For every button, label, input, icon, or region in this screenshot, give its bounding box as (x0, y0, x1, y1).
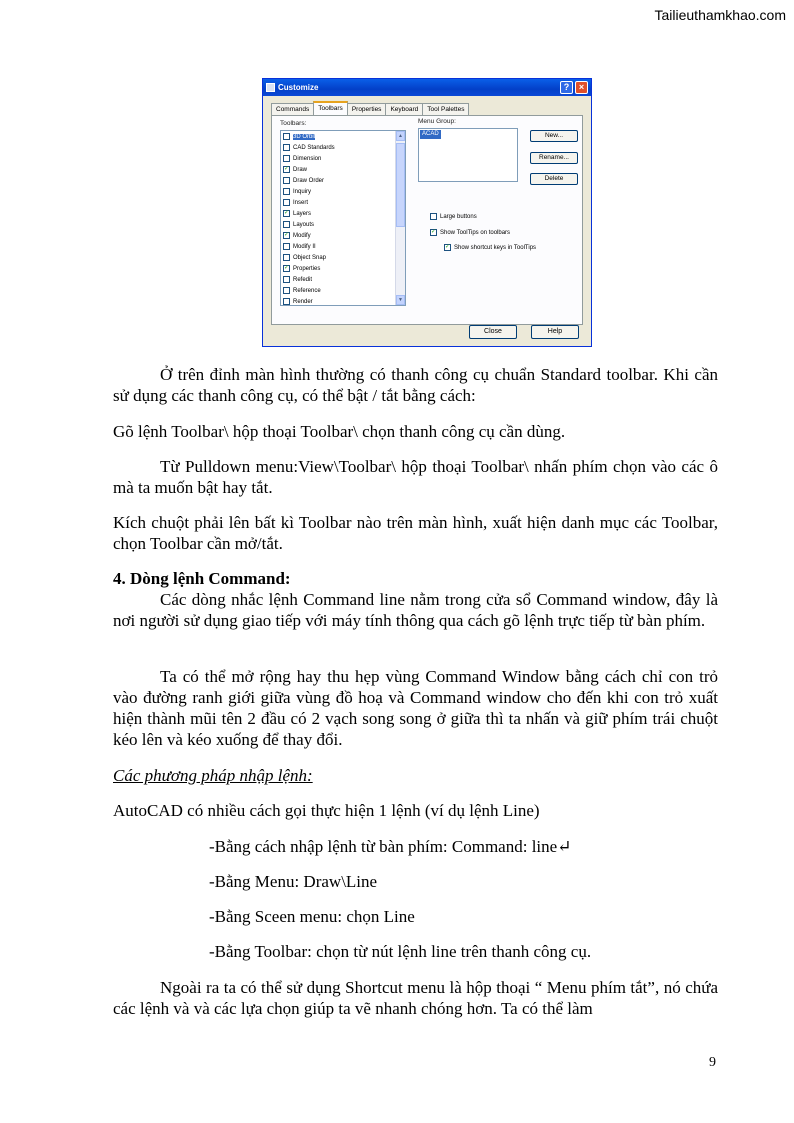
section-heading: 4. Dòng lệnh Command: (113, 569, 291, 588)
list-item[interactable] (281, 230, 405, 241)
rename-button[interactable]: Rename... (530, 152, 578, 164)
checkbox-icon[interactable] (283, 188, 290, 195)
checkbox-icon[interactable] (283, 287, 290, 294)
toolbar-name: Properties (293, 265, 321, 272)
site-watermark: Tailieuthamkhao.com (654, 7, 786, 23)
list-item[interactable] (281, 263, 405, 274)
paragraph-pulldown-menu: Từ Pulldown menu:View\Toolbar\ hộp thoại Toolbar\ nhấn phím chọn vào các ô mà ta muốn bật hay tắt. (113, 457, 718, 497)
large-buttons-label: Large buttons (440, 213, 477, 220)
checkbox-icon[interactable] (283, 298, 290, 305)
show-tooltips-option[interactable] (430, 229, 510, 236)
app-icon (266, 83, 275, 92)
checkbox-checked-icon[interactable]: ✓ (431, 229, 437, 235)
paragraph-command-line: Các dòng nhắc lệnh Command line nằm trong cửa sổ Command window, đây là nơi người sử dụng giao tiếp với máy tính thông qua cách gõ lệnh trực tiếp từ bàn phím. (113, 590, 718, 630)
toolbar-name: Modify (293, 232, 311, 239)
list-item[interactable] (281, 296, 405, 306)
list-item[interactable] (281, 208, 405, 219)
toolbars-label: Toolbars: (280, 120, 307, 127)
show-shortcut-option[interactable] (444, 244, 536, 251)
toolbar-name: Layouts (293, 221, 315, 228)
paragraph-standard-toolbar: Ở trên đỉnh màn hình thường có thanh công cụ chuẩn Standard toolbar. Khi cần sử dụng các thanh công cụ, có thể bật / tắt bằng cách: (113, 365, 718, 405)
paragraph-command-window: Ta có thể mở rộng hay thu hẹp vùng Command Window bằng cách chỉ con trỏ vào đường ranh giới giữa vùng đồ hoạ và Command window cho đến khi con trỏ xuất hiện thành mũi tên 2 đầu có 2 vạch song song ở giữa thì ta nhấn và giữ phím trái chuột kéo lên và kéo xuống để thay đổi. (113, 667, 718, 749)
toolbars-panel (271, 115, 583, 325)
checkbox-icon[interactable] (283, 133, 290, 140)
list-item[interactable] (281, 219, 405, 230)
toolbars-scrollbar[interactable] (395, 131, 405, 305)
toolbar-name: Insert (293, 199, 309, 206)
toolbar-name: Reference (293, 287, 321, 294)
list-item: -Bằng Toolbar: chọn từ nút lệnh line trên thanh công cụ. (209, 942, 592, 961)
list-item[interactable] (281, 274, 405, 285)
large-buttons-option[interactable] (430, 213, 477, 220)
close-button[interactable]: Close (469, 325, 517, 339)
dialog-title: Customize (278, 83, 319, 92)
paragraph-autocad-methods: AutoCAD có nhiều cách gọi thực hiện 1 lệnh (ví dụ lệnh Line) (113, 801, 540, 820)
toolbar-name: Refedit (293, 276, 313, 283)
list-item[interactable] (281, 252, 405, 263)
menu-group-label: Menu Group: (418, 118, 456, 125)
toolbar-name: Dimension (293, 155, 322, 162)
paragraph-right-click: Kích chuột phải lên bất kì Toolbar nào trên màn hình, xuất hiện danh mục các Toolbar, chọn Toolbar cần mở/tắt. (113, 513, 718, 553)
scroll-down-icon[interactable]: ▼ (396, 295, 405, 305)
help-button[interactable]: Help (531, 325, 579, 339)
subheading-input-methods: Các phương pháp nhập lệnh: (113, 766, 313, 785)
show-tooltips-label: Show ToolTips on toolbars (440, 229, 511, 236)
toolbar-name: Render (293, 298, 313, 305)
checkbox-icon[interactable] (283, 177, 290, 184)
list-item: -Bằng Menu: Draw\Line (209, 872, 378, 891)
checkbox-checked-icon[interactable]: ✓ (284, 265, 290, 271)
list-item[interactable] (281, 285, 405, 296)
checkbox-checked-icon[interactable]: ✓ (284, 232, 290, 238)
list-item[interactable] (281, 241, 405, 252)
toolbar-name: Inquiry (293, 188, 312, 195)
scroll-thumb[interactable] (396, 143, 405, 227)
toolbar-name: Modify II (293, 243, 316, 250)
checkbox-icon[interactable] (283, 155, 290, 162)
list-item[interactable] (281, 186, 405, 197)
checkbox-icon[interactable] (283, 199, 290, 206)
checkbox-icon[interactable] (283, 254, 290, 261)
scroll-up-icon[interactable]: ▲ (396, 131, 405, 141)
help-title-button[interactable]: ? (560, 81, 573, 94)
page-number: 9 (709, 1055, 716, 1070)
tab-properties[interactable]: Properties (347, 103, 387, 115)
toolbar-name: Draw (293, 166, 308, 173)
list-item[interactable]: ACAD (422, 131, 439, 137)
show-shortcut-label: Show shortcut keys in ToolTips (454, 244, 537, 251)
delete-button[interactable]: Delete (530, 173, 578, 185)
list-item[interactable] (281, 164, 405, 175)
list-item[interactable] (281, 175, 405, 186)
toolbar-name: Layers (293, 210, 312, 217)
tab-keyboard[interactable]: Keyboard (385, 103, 423, 115)
dialog-titlebar (263, 79, 591, 96)
checkbox-icon[interactable] (283, 221, 290, 228)
toolbar-name: Object Snap (293, 254, 327, 261)
paragraph-shortcut-menu: Ngoài ra ta có thể sử dụng Shortcut menu là hộp thoại “ Menu phím tắt”, nó chứa các lệnh và và các lựa chọn giúp ta vẽ nhanh chóng hơn. Ta có thể làm (113, 978, 718, 1018)
checkbox-checked-icon[interactable]: ✓ (284, 166, 290, 172)
checkbox-icon[interactable] (430, 213, 437, 220)
list-item[interactable] (281, 131, 405, 142)
list-item[interactable] (281, 197, 405, 208)
list-item: -Bằng Sceen menu: chọn Line (209, 907, 415, 926)
tab-tool-palettes[interactable]: Tool Palettes (422, 103, 469, 115)
toolbar-name: Draw Order (293, 177, 325, 184)
menu-group-list[interactable] (418, 128, 518, 182)
checkbox-checked-icon[interactable]: ✓ (284, 210, 290, 216)
checkbox-icon[interactable] (283, 243, 290, 250)
paragraph-type-command: Gõ lệnh Toolbar\ hộp thoại Toolbar\ chọn thanh công cụ cần dùng. (113, 422, 566, 441)
checkbox-icon[interactable] (283, 276, 290, 283)
toolbars-list[interactable] (280, 130, 406, 306)
customize-dialog (262, 78, 592, 347)
tab-toolbars[interactable]: Toolbars (313, 101, 348, 116)
toolbar-name: CAD Standards (293, 144, 335, 151)
checkbox-icon[interactable] (283, 144, 290, 151)
toolbar-name: 3D Orbit (293, 133, 316, 140)
close-title-button[interactable]: × (575, 81, 588, 94)
tab-commands[interactable]: Commands (271, 103, 314, 115)
checkbox-checked-icon[interactable]: ✓ (445, 244, 451, 250)
new-button[interactable]: New... (530, 130, 578, 142)
list-item: -Bằng cách nhập lệnh từ bàn phím: Command: line↵ (209, 837, 572, 856)
list-item[interactable] (281, 153, 405, 164)
list-item[interactable] (281, 142, 405, 153)
